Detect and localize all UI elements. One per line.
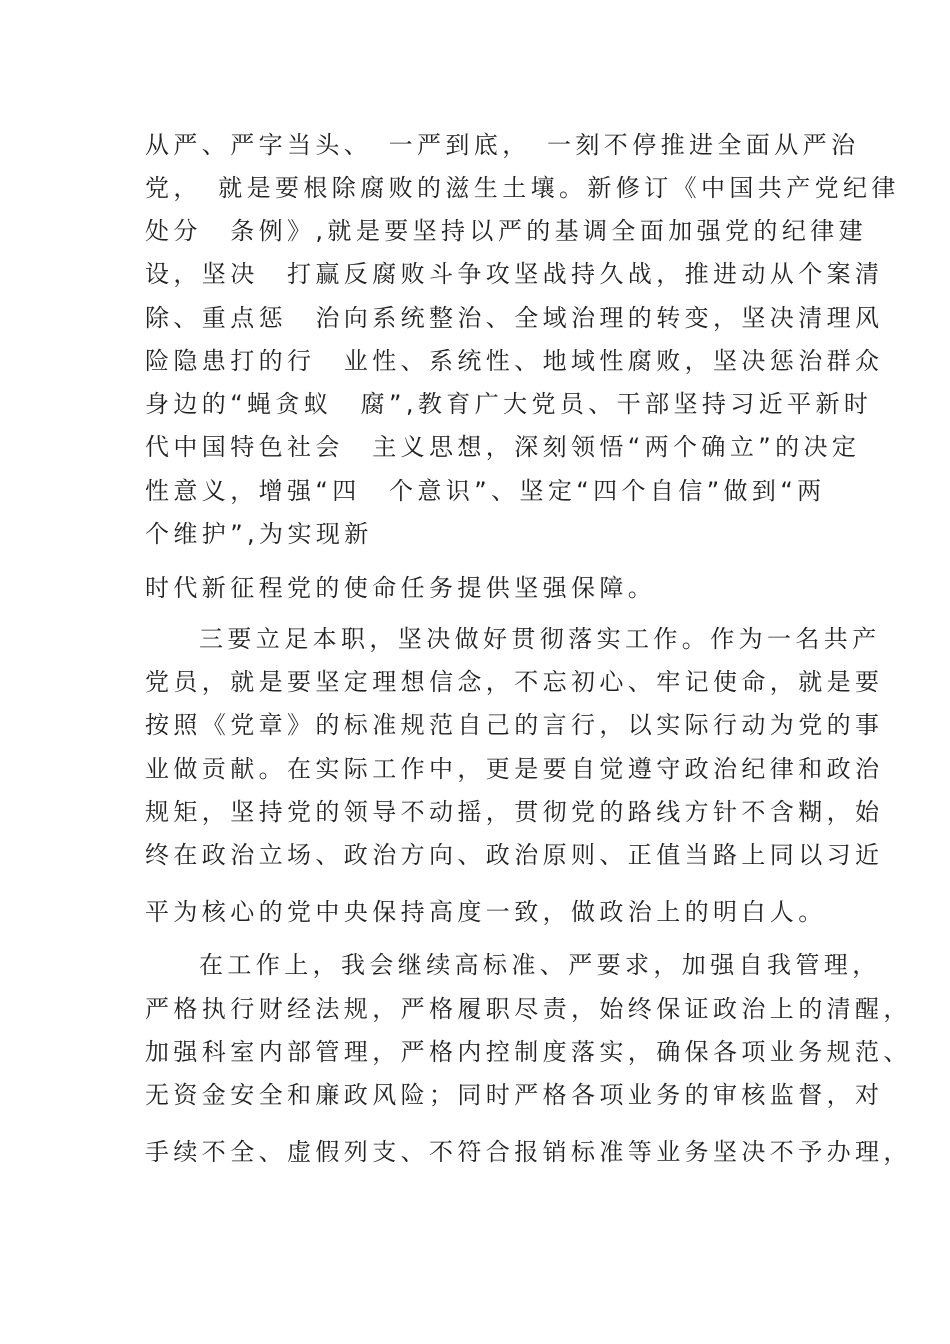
text-line: 在工作上，我会继续高标准、严要求，加强自我管理， xyxy=(199,951,881,979)
text-line: 规矩，坚持党的领导不动摇，贯彻党的路线方针不含糊，始 xyxy=(145,798,884,826)
text-line: 三要立足本职，坚决做好贯彻落实工作。作为一名共产 xyxy=(199,625,881,653)
text-line: 平为核心的党中央保持高度一致，做政治上的明白人。 xyxy=(145,898,827,926)
text-line: 性意义，增强“四 个意识”、坚定“四个自信”做到“两 xyxy=(145,477,826,505)
text-line: 加强科室内部管理，严格内控制度落实，确保各项业务规范、 xyxy=(145,1038,912,1066)
text-line: 党， 就是要根除腐败的滋生土壤。新修订《中国共产党纪律 xyxy=(145,174,900,202)
text-line: 手续不全、虚假列支、不符合报销标准等业务坚决不予办理， xyxy=(145,1138,912,1166)
text-line: 除、重点惩 治向系统整治、全域治理的转变，坚决清理风 xyxy=(145,304,884,332)
text-line: 设，坚决 打赢反腐败斗争攻坚战持久战，推进动从个案清 xyxy=(145,260,884,288)
text-line: 终在政治立场、政治方向、政治原则、正值当路上同以习近 xyxy=(145,841,884,869)
text-line: 业做贡献。在实际工作中，更是要自觉遵守政治纪律和政治 xyxy=(145,755,884,783)
text-line: 险隐患打的行 业性、系统性、地域性腐败，坚决惩治群众 xyxy=(145,347,884,375)
text-line: 无资金安全和廉政风险；同时严格各项业务的审核监督，对 xyxy=(145,1081,884,1109)
text-line: 按照《党章》的标准规范自己的言行，以实际行动为党的事 xyxy=(145,711,884,739)
text-line: 个维护”,为实现新 xyxy=(145,520,373,548)
text-line: 党员，就是要坚定理想信念，不忘初心、牢记使命，就是要 xyxy=(145,668,884,696)
text-line: 处分 条例》,就是要坚持以严的基调全面加强党的纪律建 xyxy=(145,217,868,245)
text-line: 从严、严字当头、 一严到底， 一刻不停推进全面从严治 xyxy=(145,131,860,159)
text-line: 严格执行财经法规，严格履职尽责，始终保证政治上的清醒， xyxy=(145,995,912,1023)
text-line: 身边的“蝇贪蚁 腐”,教育广大党员、干部坚持习近平新时 xyxy=(145,390,873,418)
text-line: 时代新征程党的使命任务提供坚强保障。 xyxy=(145,574,657,602)
text-line: 代中国特色社会 主义思想，深刻领悟“两个确立”的决定 xyxy=(145,433,861,461)
